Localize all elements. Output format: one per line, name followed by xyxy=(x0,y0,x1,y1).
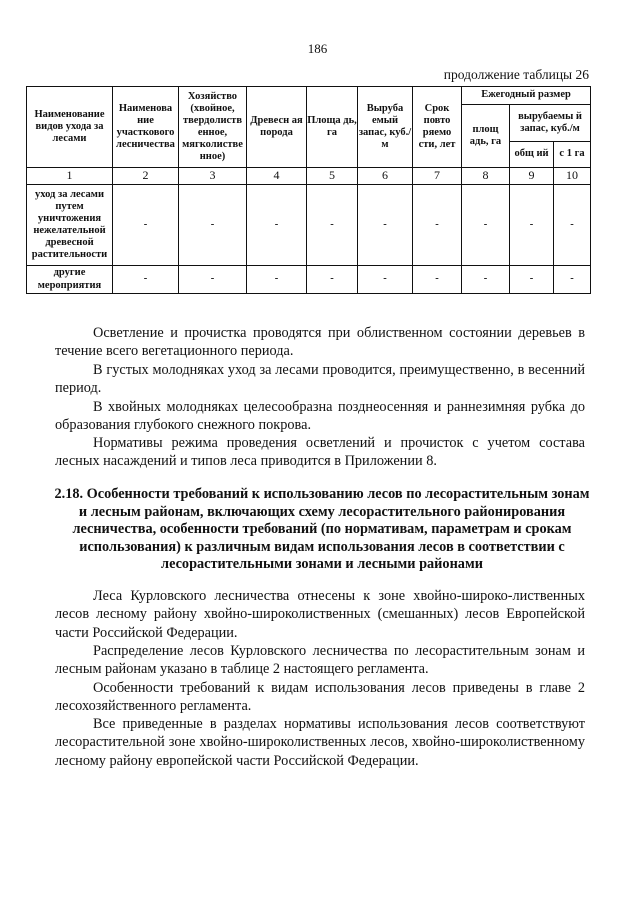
table-cell: - xyxy=(307,185,358,266)
table-cell: - xyxy=(554,266,591,294)
table-cell: - xyxy=(413,185,462,266)
table-cell: - xyxy=(179,266,247,294)
paragraph-requirements: Особенности требований к видам использования лесов приведены в главе 2 лесохозяйственного регламента. xyxy=(55,680,585,715)
care-type-cell: уход за лесами путем уничтожения нежелательной древесной растительности xyxy=(27,185,113,266)
header-area: Площа дь, га xyxy=(307,87,358,168)
table-row xyxy=(27,266,591,294)
header-repeat-period: Срок повто ряемо сти, лет xyxy=(413,87,462,168)
column-number: 4 xyxy=(247,168,307,185)
paragraph-thinning-timing: Осветление и прочистка проводятся при облиственном состоянии деревьев в течение всего вегетационного периода. xyxy=(55,325,585,360)
table-cell: - xyxy=(358,266,413,294)
table-row xyxy=(27,185,591,266)
table-cell: - xyxy=(510,185,554,266)
table-cell: - xyxy=(462,185,510,266)
column-number: 8 xyxy=(462,168,510,185)
table-cell: - xyxy=(307,266,358,294)
paragraph-dense-young-stands: В густых молодняках уход за лесами проводится, преимущественно, в весенний период. xyxy=(55,362,585,397)
column-number: 1 xyxy=(27,168,113,185)
header-economy-type: Хозяйство (хвойное, твердолиств енное, мягколистве нное) xyxy=(179,87,247,168)
table-cell: - xyxy=(510,266,554,294)
forest-care-table xyxy=(26,86,591,294)
page-number: 186 xyxy=(307,41,328,56)
table-cell: - xyxy=(554,185,591,266)
header-tree-species: Древесн ая порода xyxy=(247,87,307,168)
column-number: 7 xyxy=(413,168,462,185)
paragraph-norms-compliance: Все приведенные в разделах нормативы использования лесов соответствуют лесорастительной зоне хвойно-широколиственных лесов, хвойно-широколиственному лесному району европейской части Российской Федерации. xyxy=(55,716,585,769)
header-care-type: Наименование видов ухода за лесами xyxy=(27,87,113,168)
section-heading: 2.18. Особенности требований к использованию лесов по лесорастительным зонам и лесным районам, включающих схему лесорастительного районирования лесничества, особенности требований (по нормативам, параметрам и срокам использования) к различным видам использования лесов в соответствии с лесорастительными зонами и лесными районами xyxy=(54,486,590,572)
paragraph-norms-reference: Нормативы режима проведения осветлений и прочисток с учетом состава лесных насаждений и типов леса приводится в Приложении 8. xyxy=(55,435,585,470)
paragraph-conifer-young-stands: В хвойных молодняках целесообразна позднеосенняя и раннезимняя рубка до образования глубокого снежного покрова. xyxy=(55,399,585,434)
paragraph-forest-distribution: Распределение лесов Курловского лесничества по лесорастительным зонам и лесным районам указано в таблице 2 настоящего регламента. xyxy=(55,643,585,678)
column-number: 6 xyxy=(358,168,413,185)
header-annual-cut-volume: вырубаемы й запас, куб./м xyxy=(510,105,591,142)
column-numbers-row xyxy=(27,168,591,185)
table-cell: - xyxy=(113,185,179,266)
table-cell: - xyxy=(113,266,179,294)
column-number: 2 xyxy=(113,168,179,185)
table-cell: - xyxy=(179,185,247,266)
header-annual-size: Ежегодный размер xyxy=(462,87,591,105)
table-cell: - xyxy=(247,266,307,294)
column-number: 3 xyxy=(179,168,247,185)
column-number: 10 xyxy=(554,168,591,185)
header-annual-area: площ адь, га xyxy=(462,105,510,168)
column-number: 9 xyxy=(510,168,554,185)
paragraph-forest-zone: Леса Курловского лесничества отнесены к зоне хвойно-широко-лиственных лесов лесному району хвойно-широколиственных (смешанных) лесов Европейской части Российской Федерации. xyxy=(55,588,585,641)
header-forestry-unit: Наименова ние участкового лесничества xyxy=(113,87,179,168)
care-type-cell: другие мероприятия xyxy=(27,266,113,294)
column-number: 5 xyxy=(307,168,358,185)
table-continuation-label: продолжение таблицы 26 xyxy=(443,67,589,82)
header-cut-volume: Выруба емый запас, куб./м xyxy=(358,87,413,168)
header-per-ha: с 1 га xyxy=(554,142,591,168)
table-cell: - xyxy=(358,185,413,266)
table-cell: - xyxy=(413,266,462,294)
table-cell: - xyxy=(462,266,510,294)
table-cell: - xyxy=(247,185,307,266)
header-total: общ ий xyxy=(510,142,554,168)
